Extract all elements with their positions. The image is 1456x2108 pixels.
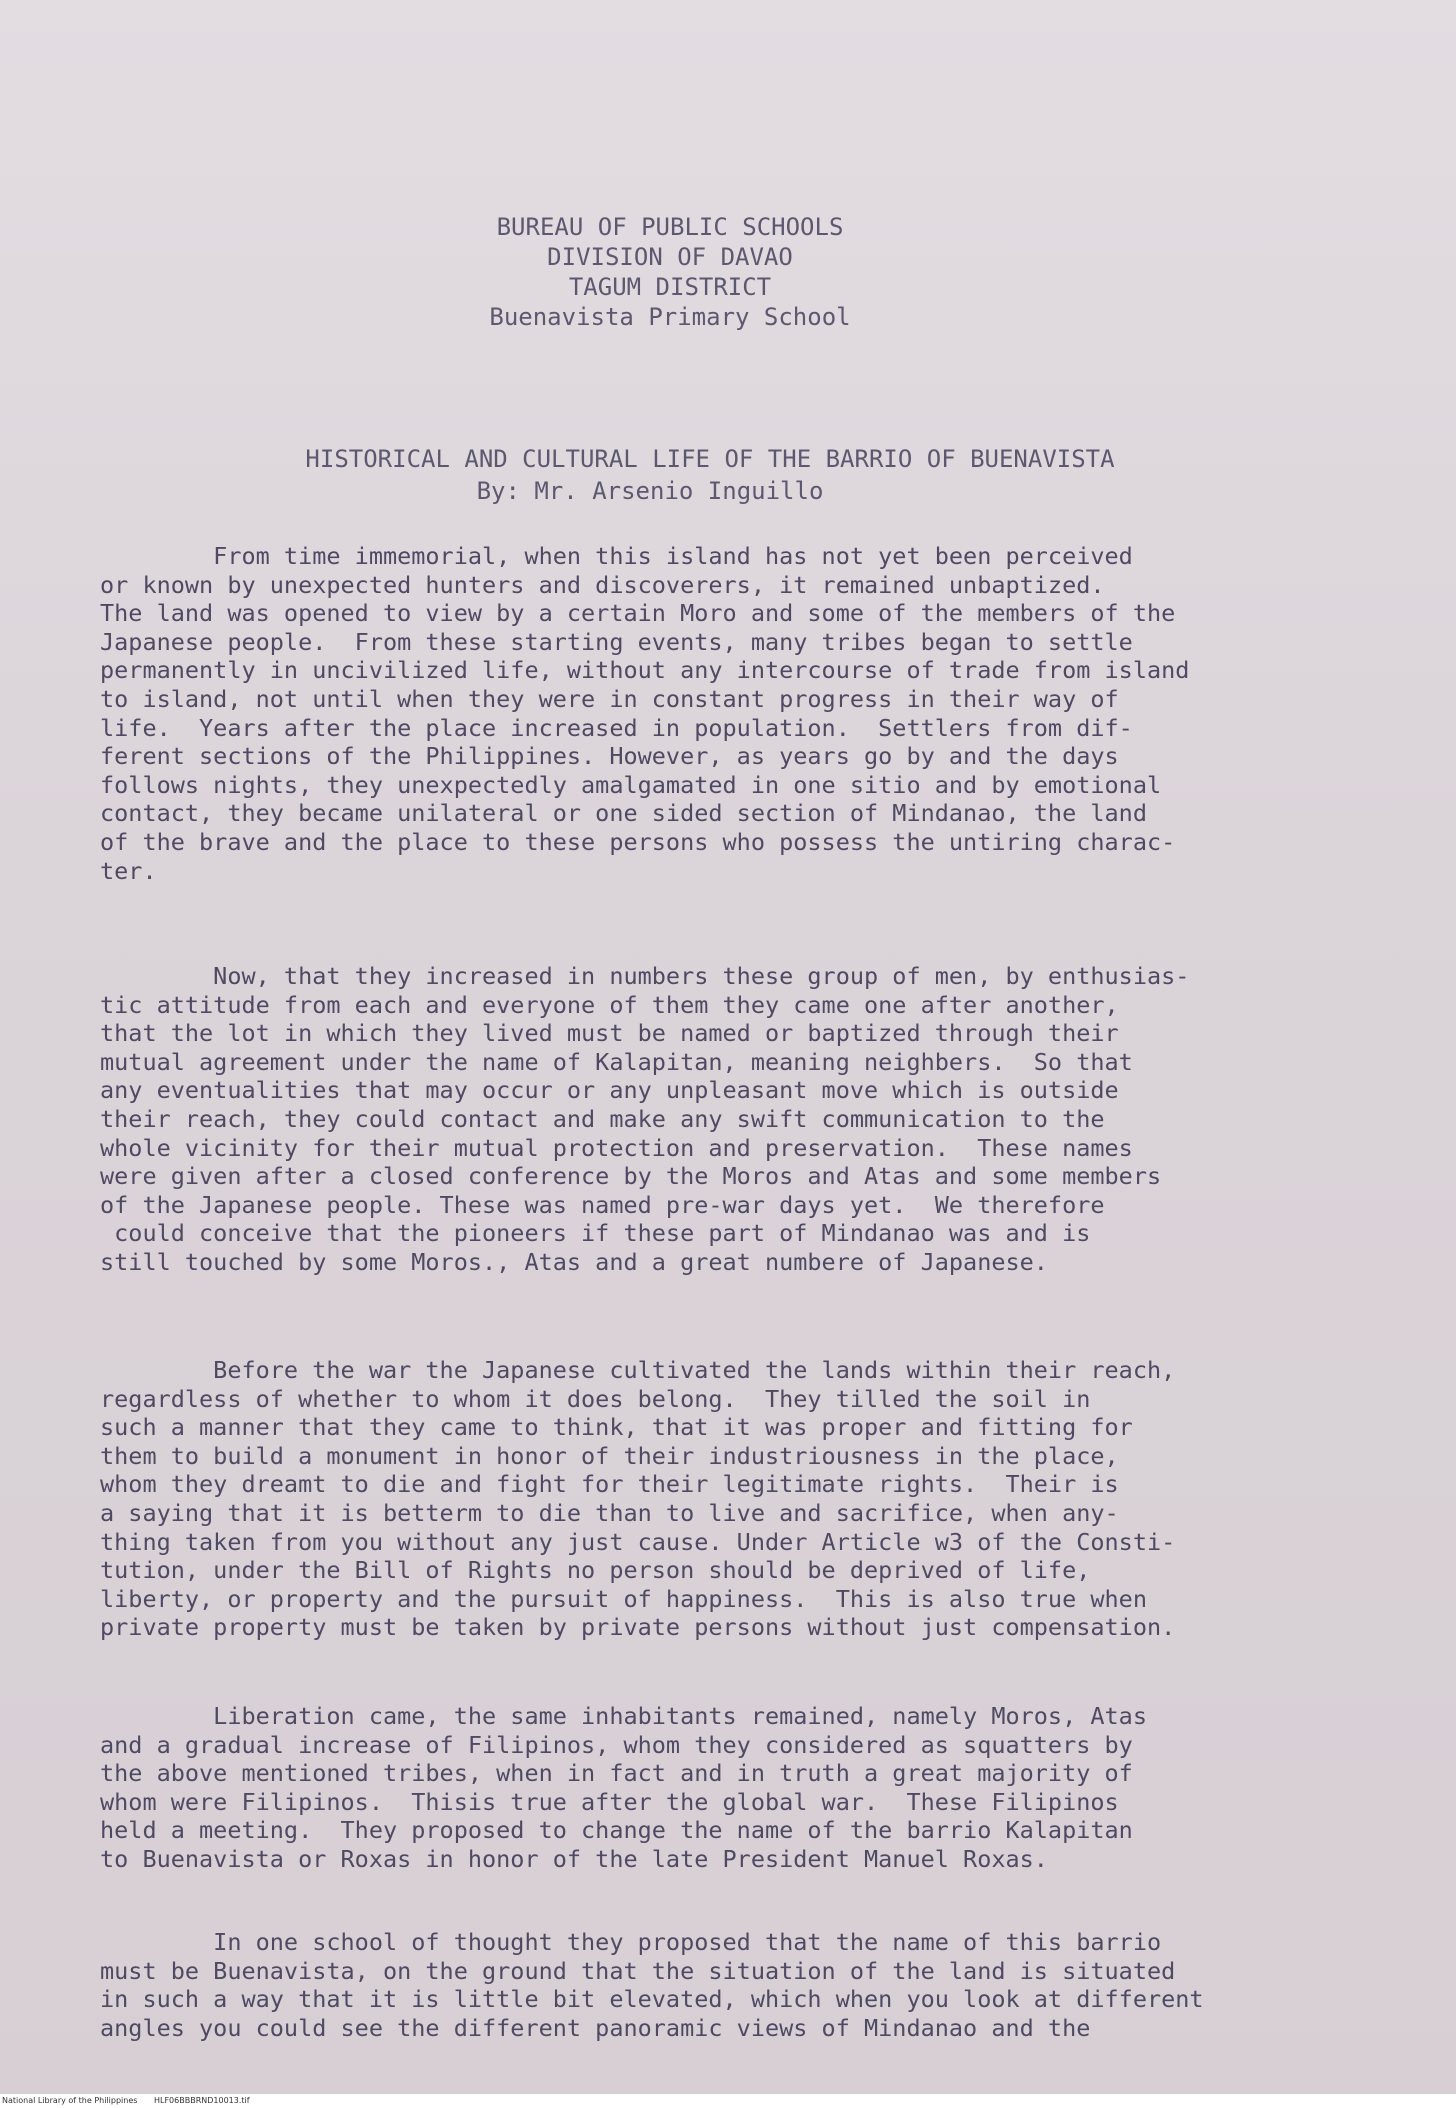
text-line: must be Buenavista, on the ground that the situation of the land is situated [100,1956,1176,1985]
text-line: held a meeting. They proposed to change the name of the barrio Kalapitan [100,1816,1133,1845]
text-line: In one school of thought they proposed that the name of this barrio [100,1928,1162,1956]
text-line: the above mentioned tribes, when in fact and in truth a great majority of [100,1759,1133,1788]
paragraph-1 [100,542,1340,885]
text-line: Before the war the Japanese cultivated the lands within their reach, [100,1356,1176,1384]
text-line: tic attitude from each and everyone of them they came one after another, [100,990,1119,1019]
paragraph-2 [100,962,1340,1277]
letterhead-school: Buenavista Primary School [489,303,851,331]
text-line: regardless of whether to whom it does belong. They tilled the soil in [100,1384,1091,1413]
text-line: whom they dreamt to die and fight for their legitimate rights. Their is [100,1470,1119,1499]
text-line: or known by unexpected hunters and discoverers, it remained unbaptized. [100,570,1105,599]
text-line: liberty, or property and the pursuit of happiness. This is also true when [100,1584,1147,1613]
text-line: From time immemorial, when this island has not yet been perceived [100,542,1133,570]
text-line: angles you could see the different panoramic views of Mindanao and the [100,2013,1091,2042]
paragraph-5 [100,1928,1340,2042]
text-line: ter. [100,856,157,885]
document-title: HISTORICAL AND CULTURAL LIFE OF THE BARRIO OF BUENAVISTA [305,445,1115,473]
text-line: Japanese people. From these starting events, many tribes began to settle [100,627,1133,656]
text-line: private property must be taken by private persons without just compensation. [100,1613,1176,1642]
text-line: any eventualities that may occur or any unpleasant move which is outside [100,1076,1119,1105]
text-line: tution, under the Bill of Rights no person should be deprived of life, [100,1556,1091,1585]
text-line: whom were Filipinos. Thisis true after the global war. These Filipinos [100,1787,1119,1816]
text-line: them to build a monument in honor of their industriousness in the place, [100,1441,1119,1470]
text-line: thing taken from you without any just cause. Under Article w3 of the Consti- [100,1527,1176,1556]
text-line: were given after a closed conference by the Moros and Atas and some members [100,1162,1162,1191]
text-line: follows nights, they unexpectedly amalgamated in one sitio and by emotional [100,770,1162,799]
text-line: to island, not until when they were in constant progress in their way of [100,684,1119,713]
paragraph-3 [100,1356,1340,1642]
paragraph-4 [100,1702,1340,1874]
text-line: and a gradual increase of Filipinos, whom they considered as squatters by [100,1730,1133,1759]
footer-library: National Library of the Philippines [2,2096,138,2105]
text-line: their reach, they could contact and make any swift communication to the [100,1104,1105,1133]
text-line: such a manner that they came to think, that it was proper and fitting for [100,1413,1133,1442]
text-line: contact, they became unilateral or one sided section of Mindanao, the land [100,799,1147,828]
scan-footer [0,2094,1456,2108]
text-line: a saying that it is betterm to die than to live and sacrifice, when any- [100,1498,1119,1527]
text-line: The land was opened to view by a certain Moro and some of the members of the [100,599,1176,628]
text-line: that the lot in which they lived must be named or baptized through their [100,1019,1119,1048]
text-line: in such a way that it is little bit elevated, which when you look at different [100,1985,1204,2014]
author-byline: By: Mr. Arsenio Inguillo [476,477,824,505]
letterhead-division: DIVISION OF DAVAO [547,243,793,271]
letterhead-district: TAGUM DISTRICT [568,273,772,301]
letterhead [440,212,900,332]
text-line: Liberation came, the same inhabitants remained, namely Moros, Atas [100,1702,1147,1730]
text-line: of the brave and the place to these persons who possess the untiring charac- [100,827,1176,856]
text-line: to Buenavista or Roxas in honor of the late President Manuel Roxas. [100,1844,1048,1873]
text-line: mutual agreement under the name of Kalapitan, meaning neighbers. So that [100,1047,1133,1076]
text-line: ferent sections of the Philippines. However, as years go by and the days [100,742,1119,771]
text-line: permanently in uncivilized life, without any intercourse of trade from island [100,656,1190,685]
footer-file-id: HLF06BBBRND10013.tif [153,2096,250,2105]
letterhead-bureau: BUREAU OF PUBLIC SCHOOLS [496,213,844,241]
text-line: still touched by some Moros., Atas and a great numbere of Japanese. [100,1247,1048,1276]
text-line: Now, that they increased in numbers these group of men, by enthusias- [100,962,1190,990]
text-line: life. Years after the place increased in population. Settlers from dif- [100,713,1133,742]
text-line: whole vicinity for their mutual protection and preservation. These names [100,1133,1133,1162]
text-line: could conceive that the pioneers if these part of Mindanao was and is [100,1219,1091,1248]
text-line: of the Japanese people. These was named pre-war days yet. We therefore [100,1190,1105,1219]
